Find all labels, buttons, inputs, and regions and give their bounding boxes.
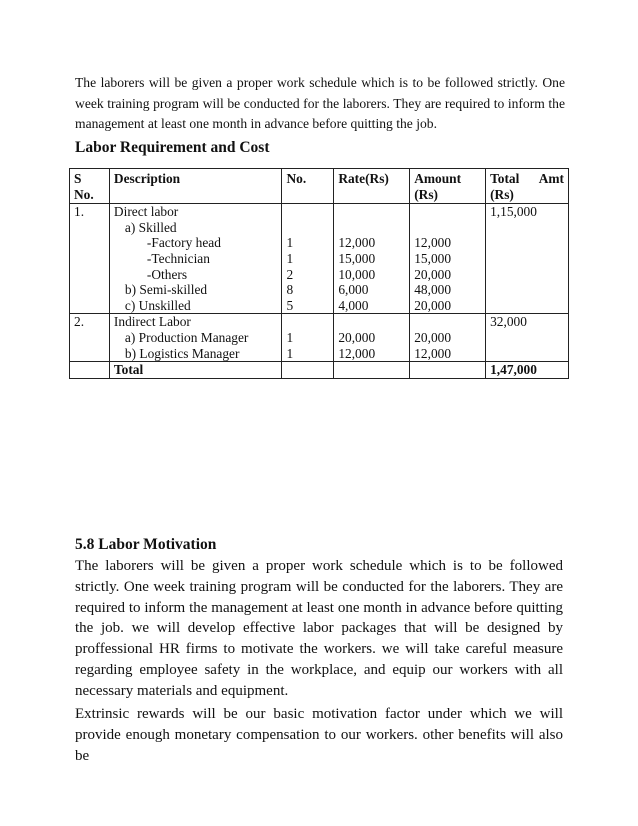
row-label: -Factory head — [109, 235, 282, 251]
grand-total: 1,47,000 — [486, 362, 569, 379]
header-rate: Rate(Rs) — [334, 169, 410, 204]
table-row — [70, 314, 569, 330]
cell-rate: 4,000 — [334, 298, 410, 314]
header-total-amount — [486, 169, 569, 204]
table-header-row — [70, 169, 569, 204]
cell-no: 8 — [282, 282, 334, 298]
header-sno-line1: S — [74, 171, 82, 186]
row-label: c) Unskilled — [109, 298, 282, 314]
header-total-line1 — [490, 171, 564, 187]
table-row — [70, 204, 569, 220]
group-total: 32,000 — [486, 314, 569, 362]
cell-amount — [410, 220, 486, 236]
header-description: Description — [109, 169, 282, 204]
total-sno — [70, 362, 110, 379]
cell-amount — [410, 204, 486, 220]
cell-no: 1 — [282, 346, 334, 362]
cell-rate: 12,000 — [334, 346, 410, 362]
cell-rate: 20,000 — [334, 330, 410, 346]
header-amount — [410, 169, 486, 204]
header-total-line2: (Rs) — [490, 186, 514, 202]
cell-amount: 12,000 — [410, 346, 486, 362]
cell-no — [282, 314, 334, 330]
cell-amount — [410, 314, 486, 330]
total-row — [70, 362, 569, 379]
header-total-word1: Total — [490, 171, 520, 186]
cell-no: 1 — [282, 330, 334, 346]
cell-no: 2 — [282, 267, 334, 283]
total-amount — [410, 362, 486, 379]
cell-amount: 20,000 — [410, 267, 486, 283]
cell-no: 5 — [282, 298, 334, 314]
cell-amount: 20,000 — [410, 298, 486, 314]
section-heading: 5.8 Labor Motivation — [75, 536, 217, 553]
cell-rate: 10,000 — [334, 267, 410, 283]
cell-rate: 15,000 — [334, 251, 410, 267]
cell-rate — [334, 220, 410, 236]
header-amount-line2: (Rs) — [414, 186, 439, 202]
cell-amount: 12,000 — [410, 235, 486, 251]
labor-cost-table — [69, 168, 569, 379]
group-title: Direct labor — [109, 204, 282, 220]
cell-no: 1 — [282, 251, 334, 267]
header-amount-line1: Amount — [414, 171, 462, 186]
cell-no — [282, 220, 334, 236]
header-total-word2: Amt — [538, 171, 564, 186]
group-total: 1,15,000 — [486, 204, 569, 314]
header-sno-line2: No. — [74, 186, 94, 202]
row-label: -Technician — [109, 251, 282, 267]
cell-rate: 12,000 — [334, 235, 410, 251]
cell-amount: 15,000 — [410, 251, 486, 267]
cell-amount: 48,000 — [410, 282, 486, 298]
total-rate — [334, 362, 410, 379]
row-label: -Others — [109, 267, 282, 283]
cell-rate: 6,000 — [334, 282, 410, 298]
total-label: Total — [109, 362, 282, 379]
cell-amount: 20,000 — [410, 330, 486, 346]
cell-rate — [334, 314, 410, 330]
motivation-paragraph-1: The laborers will be given a proper work schedule which is to be followed strictly. One week training program will be conducted for the laborers. They are required to inform the management at least one month in advance before quitting the job. we will develop effective labor packages that will be designed by proffessional HR firms to motivate the workers. we will take careful measure regarding employee safety in the workplace, and equip our workers with all necessary materials and equipment. — [75, 558, 563, 699]
cell-no: 1 — [282, 235, 334, 251]
header-sno — [70, 169, 110, 204]
table-title: Labor Requirement and Cost — [75, 139, 270, 156]
cell-rate — [334, 204, 410, 220]
row-label: a) Skilled — [109, 220, 282, 236]
group-sno: 2. — [70, 314, 110, 362]
row-label: a) Production Manager — [109, 330, 282, 346]
intro-paragraph: The laborers will be given a proper work schedule which is to be followed strictly. One week training program will be conducted for the laborers. They are required to inform the management at least one month in advance before quitting the job. — [75, 75, 565, 131]
group-title: Indirect Labor — [109, 314, 282, 330]
group-sno: 1. — [70, 204, 110, 314]
motivation-paragraph-2: Extrinsic rewards will be our basic motivation factor under which we will provide enough monetary compensation to our workers. other benefits will also be — [75, 706, 563, 764]
row-label: b) Semi-skilled — [109, 282, 282, 298]
header-no: No. — [282, 169, 334, 204]
row-label: b) Logistics Manager — [109, 346, 282, 362]
total-no — [282, 362, 334, 379]
cell-no — [282, 204, 334, 220]
